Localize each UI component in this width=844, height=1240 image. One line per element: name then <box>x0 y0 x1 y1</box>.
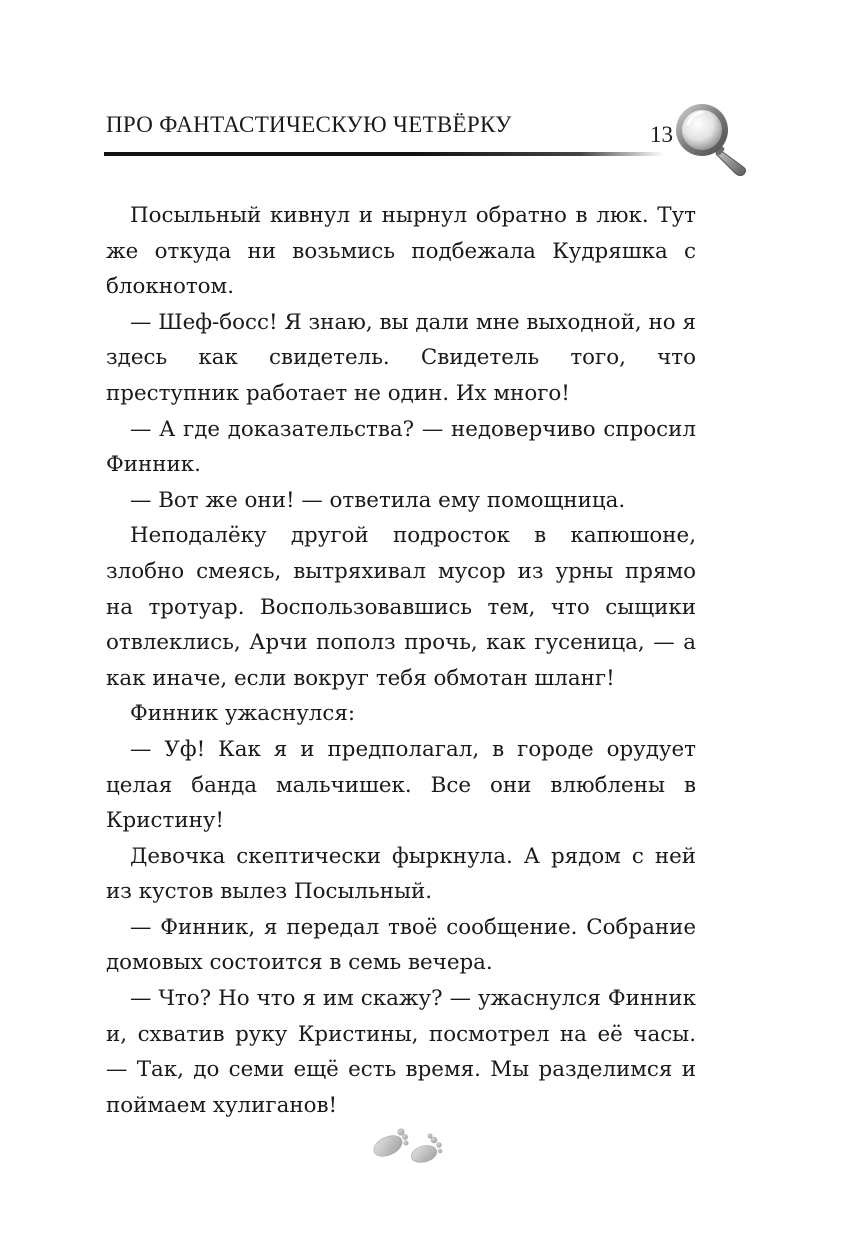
paragraph: — Уф! Как я и предполагал, в городе орудует целая банда мальчишек. Все они влюблены в Кристину! <box>106 736 696 834</box>
paragraph: Девочка скептически фыркнула. А рядом с ней из кустов вылез Посыльный. <box>106 843 696 905</box>
paragraph: Неподалёку другой подросток в капюшоне, злобно смеясь, вытряхивал мусор из урны прямо на тротуар. Воспользовавшись тем, что сыщики отвлеклись, Арчи пополз прочь, как гусеница, — а как иначе, если вокруг тебя обмотан шланг! <box>106 523 696 691</box>
paragraph: — Что? Но что я им скажу? — ужаснулся Финник и, схватив руку Кристины, посмотрел на её часы. — Так, до семи ещё есть время. Мы разделимся и поймаем хулиганов! <box>106 986 696 1118</box>
page-number: 13 <box>650 122 673 147</box>
running-title: ПРО ФАНТАСТИЧЕСКУЮ ЧЕТВЁРКУ <box>106 112 512 137</box>
paragraph: Посыльный кивнул и нырнул обратно в люк. Тут же откуда ни возьмись подбежала Кудряшка с блокнотом. <box>106 203 696 300</box>
magnifying-glass-icon <box>672 100 756 176</box>
paragraph: — А где доказательства? — недоверчиво спросил Финник. <box>106 416 696 478</box>
paragraph: — Шеф-босс! Я знаю, вы дали мне выходной, но я здесь как свидетель. Свидетель того, что преступник работает не один. Их много! <box>106 309 696 406</box>
header-rule <box>104 152 664 156</box>
footprints-icon <box>368 1118 452 1168</box>
paragraph: — Вот же они! — ответила ему помощница. <box>130 487 626 513</box>
paragraph: Финник ужаснулся: <box>130 701 356 727</box>
paragraph: — Финник, я передал твоё сообщение. Собрание домовых состоится в семь вечера. <box>106 914 696 976</box>
body-text <box>106 198 696 1123</box>
